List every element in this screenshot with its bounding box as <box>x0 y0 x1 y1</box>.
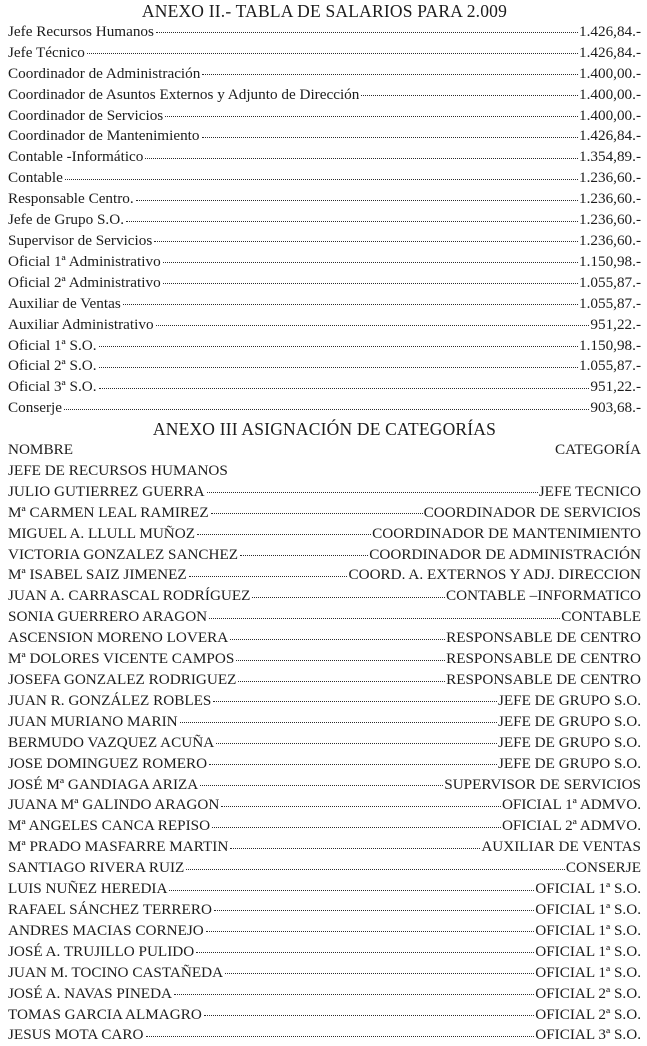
dot-leader <box>209 764 497 765</box>
salary-value: 1.354,89.- <box>578 148 641 166</box>
category-value: OFICIAL 1ª S.O. <box>535 963 641 981</box>
dot-leader <box>200 785 443 786</box>
category-value: JEFE TECNICO <box>538 482 641 500</box>
dot-leader <box>169 890 534 891</box>
salary-row <box>8 252 641 273</box>
assignment-row <box>8 754 641 775</box>
assignment-row <box>8 984 641 1005</box>
dot-leader <box>99 346 578 347</box>
category-value: RESPONSABLE DE CENTRO <box>446 650 641 668</box>
dot-leader <box>202 137 578 138</box>
employee-name: SONIA GUERRERO ARAGON <box>8 608 208 626</box>
category-value: JEFE DE GRUPO S.O. <box>497 754 641 772</box>
salary-value: 1.426,84.- <box>578 22 641 40</box>
dot-leader <box>174 994 534 995</box>
assignment-row <box>8 900 641 921</box>
dot-leader <box>186 869 565 870</box>
category-value: JEFE DE GRUPO S.O. <box>497 691 641 709</box>
salary-value: 1.055,87.- <box>578 357 641 375</box>
salary-row <box>8 398 641 419</box>
salary-label: Responsable Centro. <box>8 190 134 208</box>
dot-leader <box>163 283 578 284</box>
employee-name: Mª CARMEN LEAL RAMIREZ <box>8 503 209 521</box>
salary-value: 1.236,60.- <box>578 169 641 187</box>
assignment-row <box>8 733 641 754</box>
category-value: COORDINADOR DE MANTENIMIENTO <box>372 524 641 542</box>
salary-row <box>8 126 641 147</box>
column-header-nombre: NOMBRE <box>8 441 73 459</box>
assignment-row <box>8 524 641 545</box>
salary-row <box>8 273 641 294</box>
salary-label: Jefe de Grupo S.O. <box>8 211 124 229</box>
dot-leader <box>146 1036 535 1037</box>
category-value: COORD. A. EXTERNOS Y ADJ. DIRECCION <box>348 566 641 584</box>
category-value: COORDINADOR DE ADMINISTRACIÓN <box>369 545 641 563</box>
salary-row <box>8 189 641 210</box>
category-value: OFICIAL 3ª S.O. <box>535 1026 641 1044</box>
employee-name: ASCENSION MORENO LOVERA <box>8 629 229 647</box>
salary-label: Jefe Recursos Humanos <box>8 22 154 40</box>
salary-value: 1.400,00.- <box>578 64 641 82</box>
employee-name: JOSÉ Mª GANDIAGA ARIZA <box>8 775 199 793</box>
salary-value: 1.400,00.- <box>578 106 641 124</box>
dot-leader <box>156 32 578 33</box>
salary-label: Oficial 1ª Administrativo <box>8 252 161 270</box>
dot-leader <box>196 952 534 953</box>
salary-label: Conserje <box>8 399 62 417</box>
salary-row <box>8 147 641 168</box>
dot-leader <box>230 848 480 849</box>
category-value: OFICIAL 1ª S.O. <box>535 880 641 898</box>
salary-table <box>8 22 641 419</box>
dot-leader <box>206 931 534 932</box>
assignment-row <box>8 775 641 796</box>
category-value: CONSERJE <box>565 859 641 877</box>
salary-value: 1.426,84.- <box>578 43 641 61</box>
salary-row <box>8 356 641 377</box>
assignment-row <box>8 879 641 900</box>
dot-leader <box>197 534 371 535</box>
assignment-row <box>8 691 641 712</box>
assignment-row <box>8 1025 641 1046</box>
dot-leader <box>87 53 578 54</box>
dot-leader <box>163 262 578 263</box>
dot-leader <box>213 701 497 702</box>
dot-leader <box>211 513 423 514</box>
employee-name: JOSÉ A. TRUJILLO PULIDO <box>8 942 195 960</box>
salary-value: 1.055,87.- <box>578 294 641 312</box>
salary-label: Coordinador de Asuntos Externos y Adjunto de Dirección <box>8 85 360 103</box>
assignment-row <box>8 712 641 733</box>
salary-value: 951,22.- <box>590 378 641 396</box>
category-value: JEFE DE GRUPO S.O. <box>497 712 641 730</box>
salary-row <box>8 64 641 85</box>
employee-name: Mª PRADO MASFARRE MARTIN <box>8 838 229 856</box>
category-value: RESPONSABLE DE CENTRO <box>446 671 641 688</box>
assignment-row <box>8 503 641 524</box>
category-value: OFICIAL 1ª S.O. <box>535 921 641 939</box>
category-value: OFICIAL 1ª S.O. <box>535 900 641 918</box>
assignment-row <box>8 649 641 670</box>
salary-row <box>8 85 641 106</box>
salary-row <box>8 315 641 336</box>
salary-value: 1.055,87.- <box>578 273 641 291</box>
salary-value: 1.400,00.- <box>578 85 641 103</box>
dot-leader <box>230 639 445 640</box>
dot-leader <box>221 806 501 807</box>
category-value: CONTABLE –INFORMATICO <box>446 587 641 605</box>
salary-row <box>8 106 641 127</box>
employee-name: SANTIAGO RIVERA RUIZ <box>8 859 185 877</box>
salary-value: 1.236,60.- <box>578 231 641 249</box>
assignment-row <box>8 607 641 628</box>
dot-leader <box>238 681 445 682</box>
dot-leader <box>136 200 578 201</box>
dot-leader <box>216 743 497 744</box>
assignment-table <box>8 461 641 1046</box>
employee-name: JUAN A. CARRASCAL RODRÍGUEZ <box>8 587 251 605</box>
salary-value: 1.150,98.- <box>578 336 641 354</box>
category-value: RESPONSABLE DE CENTRO <box>446 629 641 647</box>
salary-value: 903,68.- <box>590 399 641 417</box>
salary-label: Supervisor de Servicios <box>8 231 153 249</box>
employee-name: JUAN MURIANO MARIN <box>8 712 178 730</box>
category-value: COORDINADOR DE SERVICIOS <box>423 503 641 521</box>
dot-leader <box>189 576 348 577</box>
category-value: JEFE DE GRUPO S.O. <box>497 733 641 751</box>
salary-row <box>8 231 641 252</box>
dot-leader <box>65 179 578 180</box>
assignment-row <box>8 816 641 837</box>
salary-value: 1.236,60.- <box>578 211 641 229</box>
category-value: CONTABLE <box>561 608 641 626</box>
employee-name: JEFE DE RECURSOS HUMANOS <box>8 461 228 479</box>
employee-name: BERMUDO VAZQUEZ ACUÑA <box>8 733 215 751</box>
salary-label: Oficial 3ª S.O. <box>8 378 97 396</box>
assignment-row <box>8 921 641 942</box>
employee-name: VICTORIA GONZALEZ SANCHEZ <box>8 545 239 563</box>
dot-leader <box>204 1015 534 1016</box>
column-header-row <box>8 440 641 461</box>
employee-name: JULIO GUTIERREZ GUERRA <box>8 482 205 500</box>
category-value: AUXILIAR DE VENTAS <box>481 838 641 856</box>
dot-leader <box>252 597 445 598</box>
assignment-row <box>8 858 641 879</box>
dot-leader <box>236 660 445 661</box>
salary-row <box>8 168 641 189</box>
employee-name: ANDRES MACIAS CORNEJO <box>8 921 204 939</box>
category-value: OFICIAL 2ª S.O. <box>535 984 641 1002</box>
employee-name: Mª ISABEL SAIZ JIMENEZ <box>8 566 187 584</box>
salary-label: Auxiliar de Ventas <box>8 294 121 312</box>
assignment-row <box>8 795 641 816</box>
salary-value: 1.426,84.- <box>578 127 641 145</box>
assignment-row <box>8 837 641 858</box>
salary-row <box>8 22 641 43</box>
dot-leader <box>214 910 534 911</box>
assignment-row <box>8 628 641 649</box>
assignment-row <box>8 1005 641 1026</box>
category-value: OFICIAL 2ª ADMVO. <box>501 817 641 835</box>
dot-leader <box>165 116 578 117</box>
anexo2-title: ANEXO II.- TABLA DE SALARIOS PARA 2.009 <box>141 1 508 21</box>
assignment-row <box>8 670 641 691</box>
dot-leader <box>212 827 501 828</box>
employee-name: RAFAEL SÁNCHEZ TERRERO <box>8 900 212 918</box>
salary-row <box>8 294 641 315</box>
dot-leader <box>145 158 578 159</box>
dot-leader <box>156 325 590 326</box>
assignment-row <box>8 565 641 586</box>
employee-name: JOSÉ A. NAVAS PINEDA <box>8 984 173 1002</box>
salary-row <box>8 336 641 357</box>
employee-name: JOSEFA GONZALEZ RODRIGUEZ <box>8 671 237 688</box>
dot-leader <box>180 722 497 723</box>
salary-row <box>8 377 641 398</box>
column-header-categoria: CATEGORÍA <box>554 441 641 459</box>
salary-row <box>8 43 641 64</box>
employee-name: MIGUEL A. LLULL MUÑOZ <box>8 524 196 542</box>
employee-name: TOMAS GARCIA ALMAGRO <box>8 1005 202 1023</box>
employee-name: JOSE DOMINGUEZ ROMERO <box>8 754 208 772</box>
assignment-row <box>8 586 641 607</box>
salary-label: Auxiliar Administrativo <box>8 315 154 333</box>
assignment-row <box>8 942 641 963</box>
assignment-row <box>8 482 641 503</box>
dot-leader <box>361 95 578 96</box>
dot-leader <box>225 973 534 974</box>
employee-name: JUANA Mª GALINDO ARAGON <box>8 796 220 814</box>
salary-label: Coordinador de Administración <box>8 64 201 82</box>
dot-leader <box>99 388 590 389</box>
dot-leader <box>123 304 578 305</box>
salary-label: Jefe Técnico <box>8 43 85 61</box>
dot-leader <box>154 241 578 242</box>
anexo3-title: ANEXO III ASIGNACIÓN DE CATEGORÍAS <box>152 419 497 440</box>
salary-value: 1.236,60.- <box>578 190 641 208</box>
dot-leader <box>209 618 560 619</box>
category-value: OFICIAL 1ª S.O. <box>535 942 641 960</box>
salary-label: Oficial 2ª S.O. <box>8 357 97 375</box>
salary-label: Oficial 2ª Administrativo <box>8 273 161 291</box>
salary-label: Contable -Informático <box>8 148 144 166</box>
employee-name: Mª DOLORES VICENTE CAMPOS <box>8 650 235 668</box>
employee-name: LUIS NUÑEZ HEREDIA <box>8 880 168 898</box>
employee-name: Mª ANGELES CANCA REPISO <box>8 817 211 835</box>
salary-label: Coordinador de Mantenimiento <box>8 127 200 145</box>
salary-row <box>8 210 641 231</box>
salary-value: 951,22.- <box>590 315 641 333</box>
employee-name: JUAN M. TOCINO CASTAÑEDA <box>8 963 224 981</box>
salary-label: Oficial 1ª S.O. <box>8 336 97 354</box>
salary-label: Coordinador de Servicios <box>8 106 164 124</box>
salary-value: 1.150,98.- <box>578 252 641 270</box>
assignment-row <box>8 461 641 482</box>
employee-name: JUAN R. GONZÁLEZ ROBLES <box>8 691 212 709</box>
assignment-row <box>8 963 641 984</box>
dot-leader <box>126 221 578 222</box>
dot-leader <box>202 74 578 75</box>
dot-leader <box>207 492 538 493</box>
employee-name: JESUS MOTA CARO <box>8 1026 144 1044</box>
category-value: SUPERVISOR DE SERVICIOS <box>444 775 641 793</box>
salary-label: Contable <box>8 169 63 187</box>
category-value: OFICIAL 2ª S.O. <box>535 1005 641 1023</box>
dot-leader <box>99 367 578 368</box>
category-value: OFICIAL 1ª ADMVO. <box>501 796 641 814</box>
dot-leader <box>240 555 368 556</box>
dot-leader <box>64 409 589 410</box>
assignment-row <box>8 545 641 566</box>
